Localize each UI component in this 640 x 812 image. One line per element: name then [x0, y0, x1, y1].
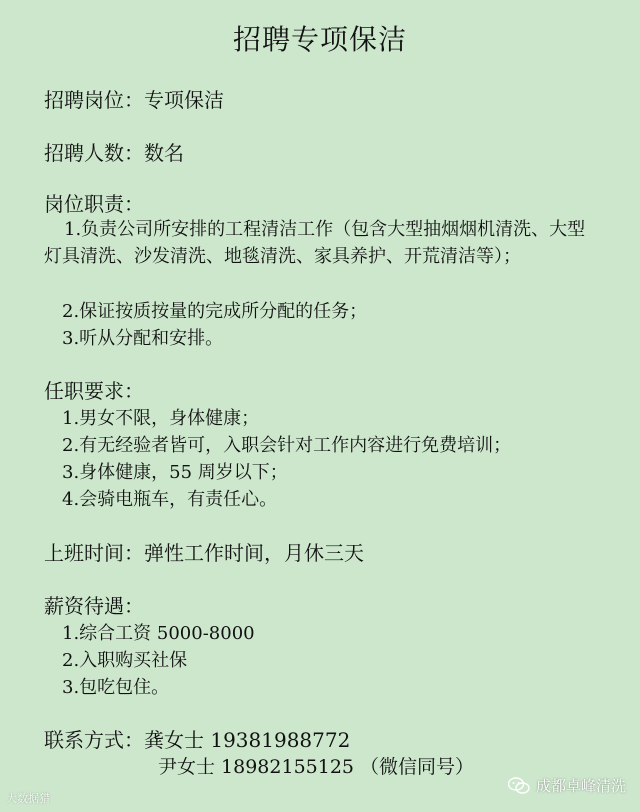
page-title: 招聘专项保洁	[232, 23, 407, 56]
requirement-item-4: 4.会骑电瓶车，有责任心。	[62, 489, 278, 510]
duties-heading: 岗位职责：	[44, 192, 144, 216]
position-label: 招聘岗位：	[44, 88, 144, 112]
watermark-left	[6, 790, 50, 806]
contact-label: 联系方式：	[44, 728, 144, 752]
watermark-left-text: 大数据猎	[6, 792, 50, 805]
contact-line-2: 尹女士 18982155125 （微信同号）	[158, 756, 475, 778]
hours-label: 上班时间：	[44, 541, 144, 565]
position-row	[44, 84, 224, 113]
headcount-row	[44, 137, 184, 166]
requirement-item-1: 1.男女不限，身体健康；	[62, 408, 260, 429]
requirement-item-3: 3.身体健康，55 周岁以下；	[62, 462, 288, 483]
requirements-heading: 任职要求：	[44, 379, 144, 403]
benefit-item-2: 2.入职购买社保	[62, 650, 188, 671]
benefit-item-1: 1.综合工资 5000-8000	[62, 623, 255, 644]
hours-row	[44, 537, 364, 566]
headcount-label: 招聘人数：	[44, 141, 144, 165]
duty-item-3: 3.听从分配和安排。	[62, 328, 224, 349]
hours-value: 弹性工作时间，月休三天	[144, 541, 364, 565]
watermark-right-text: 成都卓峰清洗	[535, 777, 626, 795]
headcount-value: 数名	[144, 141, 184, 165]
position-value: 专项保洁	[144, 88, 224, 112]
duty-item-1: 1.负责公司所安排的工程清洁工作（包含大型抽烟烟机清洗、大型灯具清洗、沙发清洗、地毯清洗、家具养护、开荒清洁等）；	[44, 219, 586, 267]
benefit-item-3: 3.包吃包住。	[62, 677, 170, 698]
requirement-item-2: 2.有无经验者皆可，入职会针对工作内容进行免费培训；	[62, 435, 512, 456]
contact-row	[44, 724, 350, 753]
duty-item-2: 2.保证按质按量的完成所分配的任务；	[62, 301, 368, 322]
watermark-right	[508, 775, 626, 796]
wechat-icon	[508, 777, 530, 795]
contact-line-1: 龚女士 19381988772	[144, 728, 351, 752]
benefits-heading: 薪资待遇：	[44, 594, 144, 618]
